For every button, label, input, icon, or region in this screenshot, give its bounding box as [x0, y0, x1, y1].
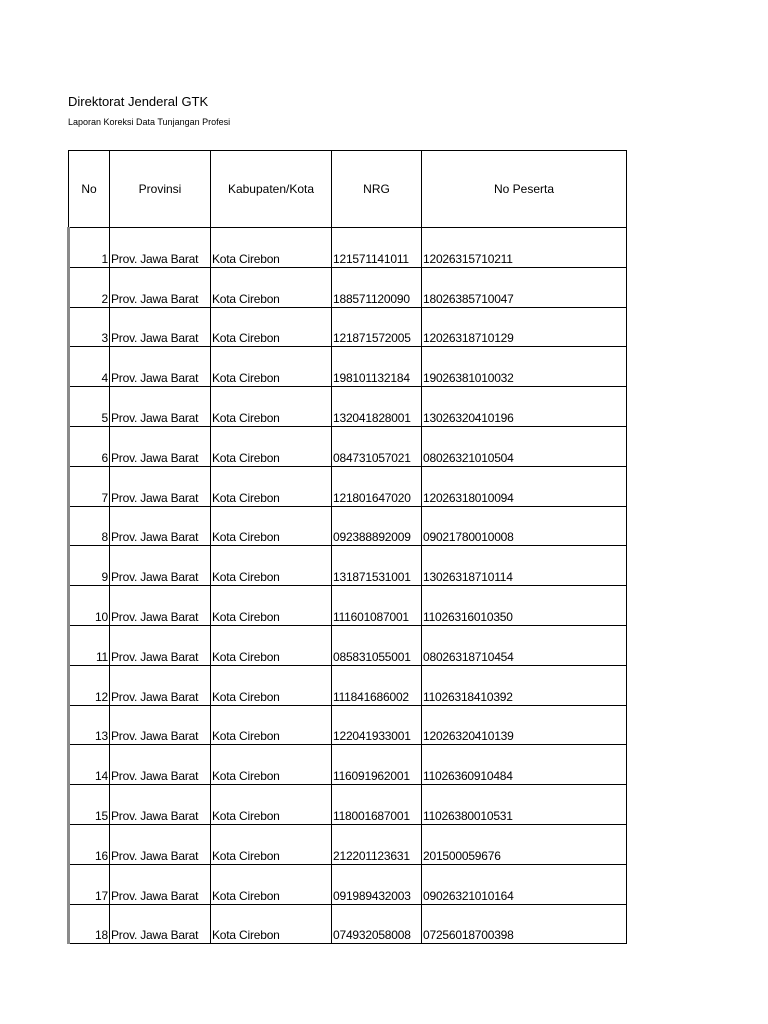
- cell-no: 6: [69, 426, 110, 466]
- cell-kabupaten-kota: Kota Cirebon: [211, 387, 332, 427]
- document-title: Direktorat Jenderal GTK: [68, 94, 209, 109]
- cell-no-peserta: 19026381010032: [422, 347, 627, 387]
- header-provinsi: Provinsi: [110, 151, 211, 228]
- cell-provinsi: Prov. Jawa Barat: [110, 904, 211, 944]
- cell-no-peserta: 09026321010164: [422, 864, 627, 904]
- cell-no: 16: [69, 824, 110, 864]
- header-kabupaten-kota: Kabupaten/Kota: [211, 151, 332, 228]
- cell-kabupaten-kota: Kota Cirebon: [211, 665, 332, 705]
- cell-nrg: 188571120090: [332, 267, 422, 307]
- cell-nrg: 122041933001: [332, 705, 422, 745]
- cell-nrg: 116091962001: [332, 745, 422, 785]
- table-row: [69, 665, 627, 705]
- cell-provinsi: Prov. Jawa Barat: [110, 864, 211, 904]
- cell-kabupaten-kota: Kota Cirebon: [211, 546, 332, 586]
- cell-kabupaten-kota: Kota Cirebon: [211, 506, 332, 546]
- cell-no-peserta: 12026315710211: [422, 228, 627, 268]
- cell-nrg: 111601087001: [332, 586, 422, 626]
- cell-provinsi: Prov. Jawa Barat: [110, 267, 211, 307]
- table-row: [69, 347, 627, 387]
- cell-nrg: 121871572005: [332, 307, 422, 347]
- cell-no-peserta: 12026318710129: [422, 307, 627, 347]
- cell-no-peserta: 18026385710047: [422, 267, 627, 307]
- cell-no: 14: [69, 745, 110, 785]
- cell-provinsi: Prov. Jawa Barat: [110, 387, 211, 427]
- cell-provinsi: Prov. Jawa Barat: [110, 785, 211, 825]
- table-row: [69, 745, 627, 785]
- cell-kabupaten-kota: Kota Cirebon: [211, 705, 332, 745]
- table-row: [69, 426, 627, 466]
- cell-provinsi: Prov. Jawa Barat: [110, 705, 211, 745]
- report-table: [67, 150, 627, 944]
- cell-no: 4: [69, 347, 110, 387]
- cell-no: 15: [69, 785, 110, 825]
- cell-no: 3: [69, 307, 110, 347]
- cell-provinsi: Prov. Jawa Barat: [110, 347, 211, 387]
- cell-no: 13: [69, 705, 110, 745]
- table-body: [69, 228, 627, 944]
- table-row: [69, 904, 627, 944]
- cell-no-peserta: 09021780010008: [422, 506, 627, 546]
- table-row: [69, 705, 627, 745]
- cell-no: 2: [69, 267, 110, 307]
- cell-provinsi: Prov. Jawa Barat: [110, 466, 211, 506]
- cell-kabupaten-kota: Kota Cirebon: [211, 426, 332, 466]
- table-row: [69, 506, 627, 546]
- cell-no-peserta: 11026316010350: [422, 586, 627, 626]
- cell-no: 10: [69, 586, 110, 626]
- table-row: [69, 267, 627, 307]
- table-row: [69, 546, 627, 586]
- cell-nrg: 092388892009: [332, 506, 422, 546]
- header-no: No: [69, 151, 110, 228]
- cell-provinsi: Prov. Jawa Barat: [110, 506, 211, 546]
- cell-nrg: 121801647020: [332, 466, 422, 506]
- cell-nrg: 198101132184: [332, 347, 422, 387]
- cell-nrg: 091989432003: [332, 864, 422, 904]
- table-row: [69, 864, 627, 904]
- cell-nrg: 084731057021: [332, 426, 422, 466]
- cell-kabupaten-kota: Kota Cirebon: [211, 307, 332, 347]
- cell-no-peserta: 13026320410196: [422, 387, 627, 427]
- cell-kabupaten-kota: Kota Cirebon: [211, 904, 332, 944]
- cell-provinsi: Prov. Jawa Barat: [110, 625, 211, 665]
- cell-nrg: 131871531001: [332, 546, 422, 586]
- cell-no: 9: [69, 546, 110, 586]
- cell-no-peserta: 12026320410139: [422, 705, 627, 745]
- cell-provinsi: Prov. Jawa Barat: [110, 665, 211, 705]
- cell-kabupaten-kota: Kota Cirebon: [211, 785, 332, 825]
- table-header-row: [69, 151, 627, 228]
- table-row: [69, 228, 627, 268]
- cell-provinsi: Prov. Jawa Barat: [110, 228, 211, 268]
- table-row: [69, 785, 627, 825]
- cell-no-peserta: 201500059676: [422, 824, 627, 864]
- cell-no-peserta: 08026321010504: [422, 426, 627, 466]
- cell-no-peserta: 13026318710114: [422, 546, 627, 586]
- cell-nrg: 212201123631: [332, 824, 422, 864]
- header-nrg: NRG: [332, 151, 422, 228]
- cell-kabupaten-kota: Kota Cirebon: [211, 267, 332, 307]
- cell-no-peserta: 12026318010094: [422, 466, 627, 506]
- cell-no-peserta: 11026380010531: [422, 785, 627, 825]
- cell-no: 1: [69, 228, 110, 268]
- cell-provinsi: Prov. Jawa Barat: [110, 426, 211, 466]
- cell-no: 8: [69, 506, 110, 546]
- cell-kabupaten-kota: Kota Cirebon: [211, 745, 332, 785]
- cell-kabupaten-kota: Kota Cirebon: [211, 864, 332, 904]
- cell-provinsi: Prov. Jawa Barat: [110, 586, 211, 626]
- cell-nrg: 132041828001: [332, 387, 422, 427]
- table-row: [69, 586, 627, 626]
- cell-provinsi: Prov. Jawa Barat: [110, 824, 211, 864]
- table-row: [69, 625, 627, 665]
- table-row: [69, 824, 627, 864]
- table-row: [69, 387, 627, 427]
- cell-no-peserta: 11026360910484: [422, 745, 627, 785]
- cell-no: 12: [69, 665, 110, 705]
- cell-provinsi: Prov. Jawa Barat: [110, 307, 211, 347]
- cell-kabupaten-kota: Kota Cirebon: [211, 228, 332, 268]
- cell-nrg: 111841686002: [332, 665, 422, 705]
- cell-nrg: 118001687001: [332, 785, 422, 825]
- cell-no: 5: [69, 387, 110, 427]
- cell-kabupaten-kota: Kota Cirebon: [211, 586, 332, 626]
- cell-nrg: 074932058008: [332, 904, 422, 944]
- cell-nrg: 085831055001: [332, 625, 422, 665]
- cell-kabupaten-kota: Kota Cirebon: [211, 824, 332, 864]
- cell-provinsi: Prov. Jawa Barat: [110, 745, 211, 785]
- table-row: [69, 466, 627, 506]
- cell-no: 7: [69, 466, 110, 506]
- cell-no-peserta: 07256018700398: [422, 904, 627, 944]
- header-no-peserta: No Peserta: [422, 151, 627, 228]
- cell-kabupaten-kota: Kota Cirebon: [211, 347, 332, 387]
- cell-no-peserta: 08026318710454: [422, 625, 627, 665]
- cell-provinsi: Prov. Jawa Barat: [110, 546, 211, 586]
- table-row: [69, 307, 627, 347]
- cell-kabupaten-kota: Kota Cirebon: [211, 466, 332, 506]
- cell-no: 11: [69, 625, 110, 665]
- cell-kabupaten-kota: Kota Cirebon: [211, 625, 332, 665]
- document-subtitle: Laporan Koreksi Data Tunjangan Profesi: [68, 117, 231, 127]
- cell-no: 18: [69, 904, 110, 944]
- cell-no: 17: [69, 864, 110, 904]
- cell-nrg: 121571141011: [332, 228, 422, 268]
- cell-no-peserta: 11026318410392: [422, 665, 627, 705]
